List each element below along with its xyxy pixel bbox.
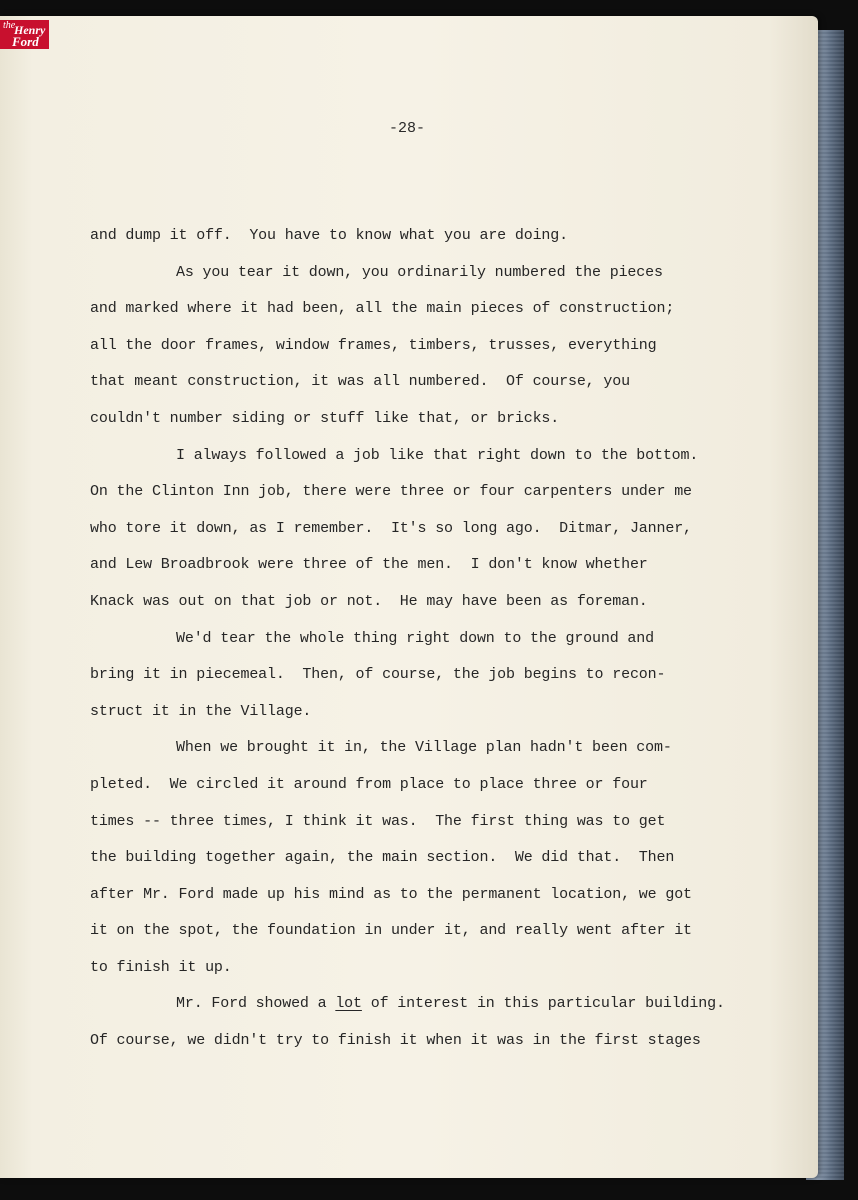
logo-text-henry: Henry (14, 23, 46, 37)
text-segment: Mr. Ford showed a (176, 995, 336, 1013)
text-line: couldn't number siding or stuff like that, or bricks. (90, 409, 560, 427)
text-line: who tore it down, as I remember. It's so long ago. Ditmar, Janner, (90, 519, 692, 537)
text-line: struct it in the Village. (90, 702, 312, 720)
text-line: We'd tear the whole thing right down to the ground and (176, 629, 654, 647)
text-segment: of interest in this particular building. (361, 995, 725, 1013)
typescript-page (0, 16, 818, 1178)
text-line: times -- three times, I think it was. The first thing was to get (90, 812, 666, 830)
body-text (90, 218, 750, 1060)
text-line: Knack was out on that job or not. He may have been as foreman. (90, 592, 648, 610)
text-line: pleted. We circled it around from place to place three or four (90, 775, 648, 793)
text-line: after Mr. Ford made up his mind as to the permanent location, we got (90, 885, 692, 903)
text-line: When we brought it in, the Village plan hadn't been com- (176, 739, 672, 757)
text-line: to finish it up. (90, 958, 232, 976)
text-line: As you tear it down, you ordinarily numbered the pieces (176, 263, 663, 281)
text-line: all the door frames, window frames, timbers, trusses, everything (90, 336, 657, 354)
henry-ford-logo (0, 20, 49, 49)
text-line: On the Clinton Inn job, there were three or four carpenters under me (90, 483, 692, 501)
text-line: bring it in piecemeal. Then, of course, the job begins to recon- (90, 666, 666, 684)
logo-text-ford: Ford (12, 34, 39, 49)
text-line (90, 986, 750, 1023)
text-line: and dump it off. You have to know what you are doing. (90, 227, 568, 244)
text-line: it on the spot, the foundation in under it, and really went after it (90, 922, 692, 940)
page-number: -28- (388, 120, 425, 137)
text-line: and marked where it had been, all the main pieces of construction; (90, 300, 675, 318)
logo-text-the: the (3, 20, 16, 31)
text-line: the building together again, the main section. We did that. Then (90, 849, 675, 867)
text-line: Of course, we didn't try to finish it when it was in the first stages (90, 1032, 701, 1050)
text-line: that meant construction, it was all numbered. Of course, you (90, 373, 630, 391)
underlined-word: lot (335, 995, 362, 1013)
text-line: and Lew Broadbrook were three of the men. I don't know whether (90, 556, 648, 574)
text-line: I always followed a job like that right down to the bottom. (176, 446, 699, 464)
